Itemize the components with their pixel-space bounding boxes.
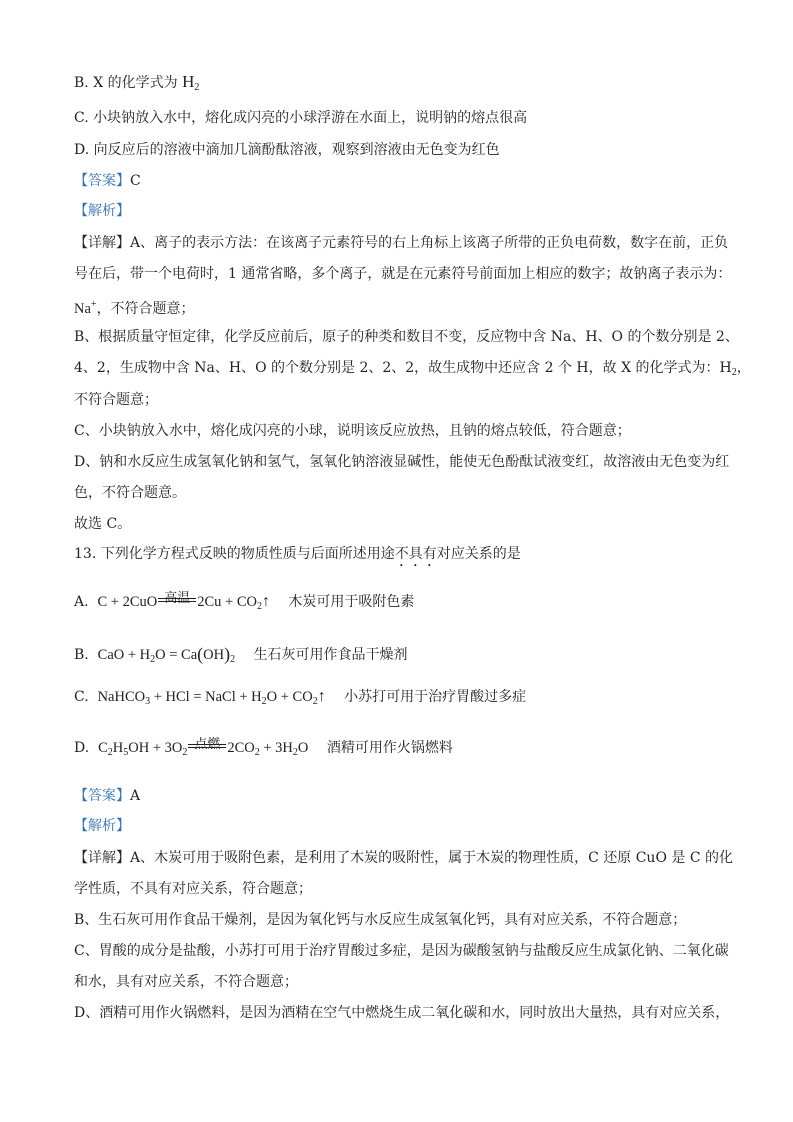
option-text: B. X 的化学式为 bbox=[74, 75, 178, 91]
option-a: A. C + 2CuO 高温 $2Cu + CO_2↑$ 木炭可用于吸附色素 bbox=[74, 590, 415, 612]
equation: NaHCO$_3$ + HCl = NaCl + $H_2O$ + $CO_2↑$ bbox=[97, 688, 326, 707]
detail-line: D、酒精可用作火锅燃料，是因为酒精在空气中燃烧生成二氧化碳和水，同时放出大量热，具有对应关系， bbox=[74, 1005, 730, 1021]
detail-text: A、离子的表示方法：在该离子元素符号的右上角标上该离子所带的正负电荷数，数字在前，正负 bbox=[130, 235, 729, 251]
sodium-ion: Na+ bbox=[74, 299, 97, 317]
option-use: 小苏打可用于治疗胃酸过多症 bbox=[344, 689, 527, 705]
detail-line: C、胃酸的成分是盐酸，小苏打可用于治疗胃酸过多症，是因为碳酸氢钠与盐酸反应生成氯化钠、二氧化碳 bbox=[74, 943, 729, 959]
detail-tag: 【详解】 bbox=[74, 850, 130, 866]
option-c: C. NaHCO$_3$ + HCl = NaCl + $H_2O$ + $CO_2↑$ 小苏打可用于治疗胃酸过多症 bbox=[74, 688, 527, 707]
analysis-tag: 【解析】 bbox=[74, 203, 130, 219]
detail-line: C、小块钠放入水中，熔化成闪亮的小球，说明该反应放热，且钠的熔点较低，符合题意； bbox=[74, 423, 631, 439]
formula: $H_2$ bbox=[182, 72, 200, 93]
detail-line: 不符合题意； bbox=[74, 392, 158, 408]
option-use: 木炭可用于吸附色素 bbox=[288, 594, 415, 610]
gas-arrow-icon: ↑ bbox=[317, 688, 326, 705]
question-13-stem: 13. 下列化学方程式反映的物质性质与后面所述用途不具有对应关系的是 bbox=[74, 546, 521, 562]
option-d-prev: D. 向反应后的溶液中滴加几滴酚酞溶液，观察到溶液由无色变为红色 bbox=[74, 142, 500, 158]
option-b: B. CaO + $H_2O = Ca(OH)_2$ 生石灰可用作食品干燥剂 bbox=[74, 644, 408, 665]
answer-tag: 【答案】 bbox=[74, 173, 130, 189]
equation: CaO + $H_2O = Ca(OH)_2$ bbox=[97, 644, 236, 665]
answer-line bbox=[74, 786, 140, 806]
option-use: 生石灰可用作食品干燥剂 bbox=[253, 647, 408, 663]
detail-line bbox=[74, 233, 728, 253]
detail-line: B、生石灰可用作食品干燥剂，是因为氧化钙与水反应生成氢氧化钙，具有对应关系，不符合题意； bbox=[74, 912, 687, 928]
detail-line: 号在后，带一个电荷时，1 通常省略，多个离子，就是在元素符号前面加上相应的数字；故钠离子表示为： bbox=[74, 266, 732, 282]
emphasis-text: 不具有 bbox=[394, 546, 437, 562]
option-d: D. $C_2H_5OH + 3O_2$ 点燃 $2CO_2 + 3H_2O$ 酒精可用作火锅燃料 bbox=[74, 736, 453, 758]
option-c-prev: C. 小块钠放入水中，熔化成闪亮的小球浮游在水面上，说明钠的熔点很高 bbox=[74, 110, 528, 126]
detail-line: B、根据质量守恒定律，化学反应前后，原子的种类和数目不变，反应物中含 Na、H、O 的个数分别是 2、 bbox=[74, 329, 739, 345]
detail-line: Na+，不符合题意； bbox=[74, 299, 195, 317]
detail-tag: 【详解】 bbox=[74, 235, 130, 251]
detail-line: 学性质，不具有对应关系，符合题意； bbox=[74, 881, 312, 897]
analysis-tag: 【解析】 bbox=[74, 818, 130, 834]
equation: $C_2H_5OH + 3O_2$ 点燃 $2CO_2 + 3H_2O$ bbox=[98, 736, 309, 758]
conclusion-line: 故选 C。 bbox=[74, 516, 132, 532]
detail-line: 色，不符合题意。 bbox=[74, 485, 186, 501]
detail-line: 和水，具有对应关系，不符合题意； bbox=[74, 974, 298, 990]
option-use: 酒精可用作火锅燃料 bbox=[326, 740, 453, 756]
equation: C + 2CuO 高温 $2Cu + CO_2↑$ bbox=[97, 590, 270, 612]
answer-value: C bbox=[130, 173, 141, 189]
answer-tag: 【答案】 bbox=[74, 788, 130, 804]
detail-line: 4、2，生成物中含 Na、H、O 的个数分别是 2、2、2，故生成物中还应含 2 个 H，故 X 的化学式为：$H_2$， bbox=[74, 360, 751, 378]
detail-line: D、钠和水反应生成氢氧化钠和氢气，氢氧化钠溶液显碱性，能使无色酚酞试液变红，故溶液由无色变为红 bbox=[74, 454, 730, 470]
answer-value: A bbox=[130, 788, 141, 804]
answer-line bbox=[74, 171, 141, 191]
gas-arrow-icon: ↑ bbox=[261, 593, 270, 610]
detail-line: 【详解】A、木炭可用于吸附色素，是利用了木炭的吸附性，属于木炭的物理性质，C 还原 CuO 是 C 的化 bbox=[74, 850, 733, 866]
option-b-prev bbox=[74, 72, 199, 98]
